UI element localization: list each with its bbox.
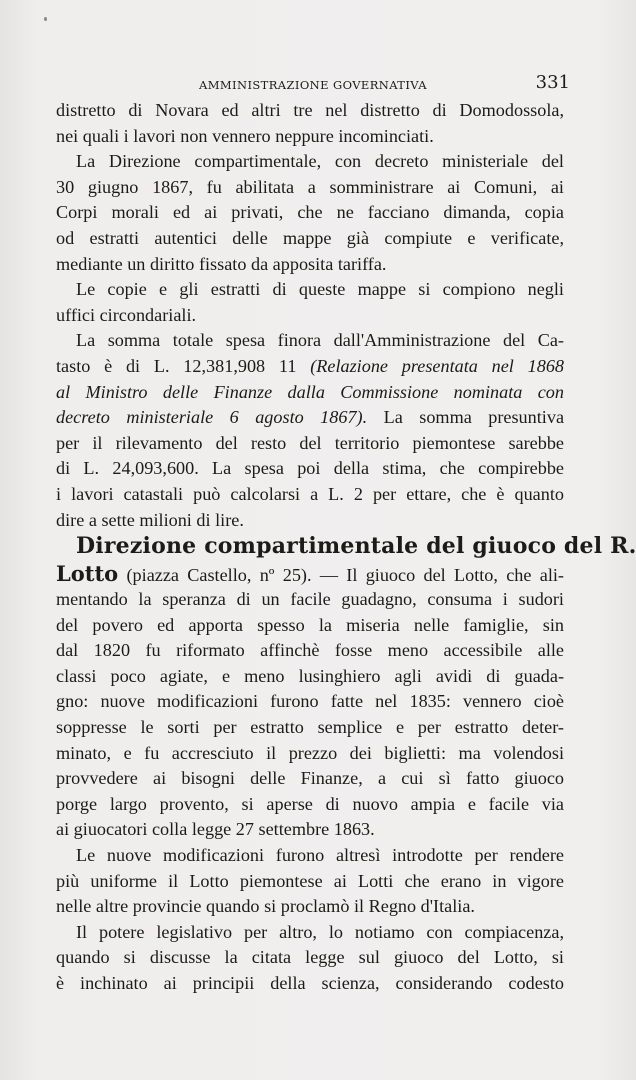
text-line: 30 giugno 1867, fu abilitata a somministrare ai Comuni, ai xyxy=(56,176,564,197)
body-text xyxy=(56,98,636,997)
text-line: Il potere legislativo per altro, lo notiamo con compiacenza, xyxy=(76,921,564,942)
text-line-mixed xyxy=(56,354,564,380)
text-line: quando si discusse la citata legge sul giuoco del Lotto, si xyxy=(56,947,564,968)
running-head: AMMINISTRAZIONE GOVERNATIVA xyxy=(199,78,427,92)
text-line: mentando la speranza di un facile guadagno, consuma i sudori xyxy=(56,589,564,610)
text-segment: La somma presuntiva xyxy=(383,407,565,428)
text-segment: tasto è di L. 12,381,908 11 xyxy=(56,355,297,376)
text-line: è inchinato ai principii della scienza, considerando codesto xyxy=(56,973,564,993)
text-line: La Direzione compartimentale, con decreto ministeriale del xyxy=(76,151,564,172)
text-line: i lavori catastali può calcolarsi a L. 2 per ettare, che è quanto xyxy=(56,483,564,504)
text-line: di L. 24,093,600. La spesa poi della stima, che compirebbe xyxy=(56,458,564,479)
text-line: gno: nuove modificazioni furono fatte nel 1835: vennero cioè xyxy=(56,691,564,712)
text-line: Corpi morali ed ai privati, che ne facciano dimanda, copia xyxy=(56,202,564,223)
text-segment: (piazza Castello, nº 25). — Il giuoco del Lotto, che ali- xyxy=(126,565,564,586)
text-line: per il rilevamento del resto del territorio piemontese sarebbe xyxy=(56,432,564,453)
paper-speck xyxy=(44,17,47,21)
text-line: minato, e fu accresciuto il prezzo dei biglietti: ma volendosi xyxy=(56,742,564,763)
citation-italic-line: al Ministro delle Finanze dalla Commissione nominata con xyxy=(56,381,564,402)
text-line: La somma totale spesa finora dall'Amministrazione del Ca- xyxy=(76,330,564,351)
text-line: nei quali i lavori non vennero neppure incominciati. xyxy=(56,125,434,146)
page-header xyxy=(56,70,570,100)
section-heading-title: Direzione compartimentale del giuoco del R. xyxy=(76,533,636,560)
text-line: più uniforme il Lotto piemontese ai Lotti che erano in vigore xyxy=(56,870,564,891)
text-line: soppresse le sorti per estratto semplice e per estratto deter- xyxy=(56,717,564,738)
citation-italic: (Relazione presentata nel 1868 xyxy=(310,355,565,376)
text-line: del povero ed apporta spesso la miseria nelle famiglie, sin xyxy=(56,614,564,635)
text-line-mixed xyxy=(56,405,564,431)
citation-italic: decreto ministeriale 6 agosto 1867). xyxy=(56,407,368,428)
text-line: mediante un diritto fissato da apposita tariffa. xyxy=(56,253,387,274)
text-line: classi poco agiate, e meno lusinghiero agli avidi di guada- xyxy=(56,665,564,686)
section-heading-continuation xyxy=(56,560,564,587)
section-heading xyxy=(56,533,636,560)
text-line: uffici circondariali. xyxy=(56,304,197,325)
text-line: provvedere ai bisogni delle Finanze, a cui sì fatto giuoco xyxy=(56,768,564,789)
text-line: dal 1820 fu riformato affinchè fosse meno accessibile alle xyxy=(56,640,564,661)
text-line: Le copie e gli estratti di queste mappe si compiono negli xyxy=(76,279,564,300)
page-number: 331 xyxy=(535,72,570,93)
text-line: distretto di Novara ed altri tre nel distretto di Domodossola, xyxy=(56,100,564,120)
section-heading-lotto: Lotto xyxy=(56,561,119,587)
text-line: nelle altre provincie quando si proclamò il Regno d'Italia. xyxy=(56,896,475,917)
text-line: od estratti autentici delle mappe già compiute e verificate, xyxy=(56,227,564,248)
text-line: porge largo provento, si aperse di nuovo ampia e facile via xyxy=(56,793,564,814)
text-line: Le nuove modificazioni furono altresì introdotte per rendere xyxy=(76,845,564,866)
text-line: dire a sette milioni di lire. xyxy=(56,509,244,530)
text-line: ai giuocatori colla legge 27 settembre 1863. xyxy=(56,819,375,840)
